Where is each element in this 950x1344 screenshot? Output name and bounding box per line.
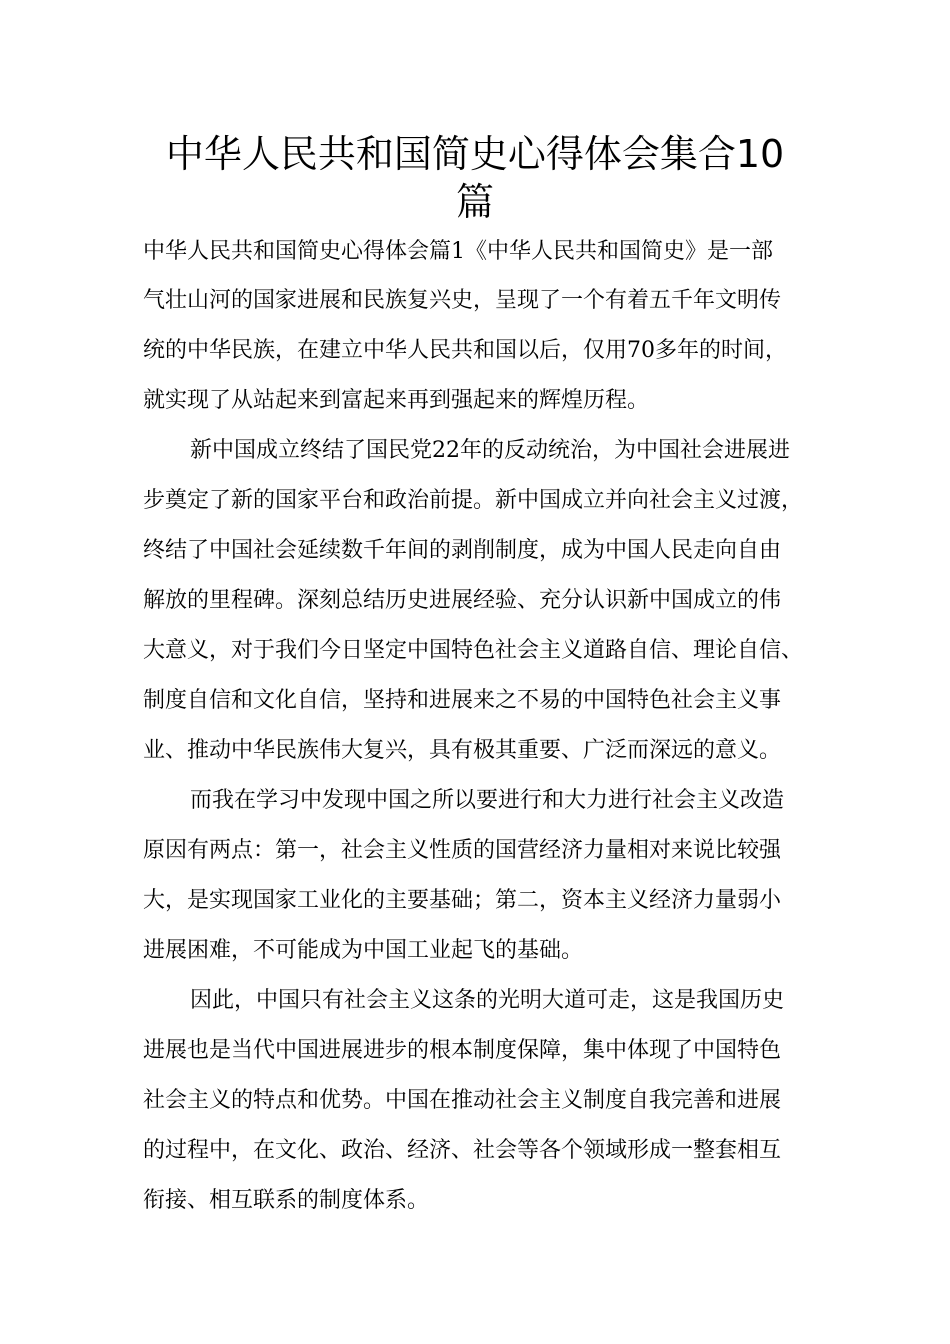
body-line-19: 的过程中，在文化、政治、经济、社会等各个领域形成一整套相互 [143,1138,782,1163]
body-line-13: 原因有两点：第一，社会主义性质的国营经济力量相对来说比较强 [143,838,782,863]
body-line-15: 进展困难，不可能成为中国工业起飞的基础。 [143,938,584,963]
body-line-10: 制度自信和文化自信，坚持和进展来之不易的中国特色社会主义事 [143,688,782,713]
body-line-5: 新中国成立终结了国民党22年的反动统治，为中国社会进展进 [190,438,790,463]
body-line-1: 中华人民共和国简史心得体会篇1《中华人民共和国简史》是一部 [143,239,773,264]
body-line-16: 因此，中国只有社会主义这条的光明大道可走，这是我国历史 [190,988,785,1013]
body-line-3: 统的中华民族，在建立中华人民共和国以后，仅用70多年的时间， [143,338,787,363]
body-line-8: 解放的里程碑。深刻总结历史进展经验、充分认识新中国成立的伟 [143,588,782,613]
document-title-line-2: 篇 [455,180,494,224]
body-line-18: 社会主义的特点和优势。中国在推动社会主义制度自我完善和进展 [143,1088,782,1113]
body-line-9: 大意义，对于我们今日坚定中国特色社会主义道路自信、理论自信、 [143,638,804,663]
body-line-2: 气壮山河的国家进展和民族复兴史，呈现了一个有着五千年文明传 [143,288,782,313]
body-line-14: 大，是实现国家工业化的主要基础；第二，资本主义经济力量弱小 [143,888,782,913]
body-line-4: 就实现了从站起来到富起来再到强起来的辉煌历程。 [143,388,650,413]
body-line-11: 业、推动中华民族伟大复兴，具有极其重要、广泛而深远的意义。 [143,738,782,763]
body-line-6: 步奠定了新的国家平台和政治前提。新中国成立并向社会主义过渡， [143,488,804,513]
body-line-20: 衔接、相互联系的制度体系。 [143,1188,430,1213]
document-title-line-1: 中华人民共和国简史心得体会集合10 [165,132,785,176]
body-line-7: 终结了中国社会延续数千年间的剥削制度，成为中国人民走向自由 [143,538,782,563]
body-line-17: 进展也是当代中国进展进步的根本制度保障，集中体现了中国特色 [143,1038,782,1063]
body-line-12: 而我在学习中发现中国之所以要进行和大力进行社会主义改造 [190,788,785,813]
